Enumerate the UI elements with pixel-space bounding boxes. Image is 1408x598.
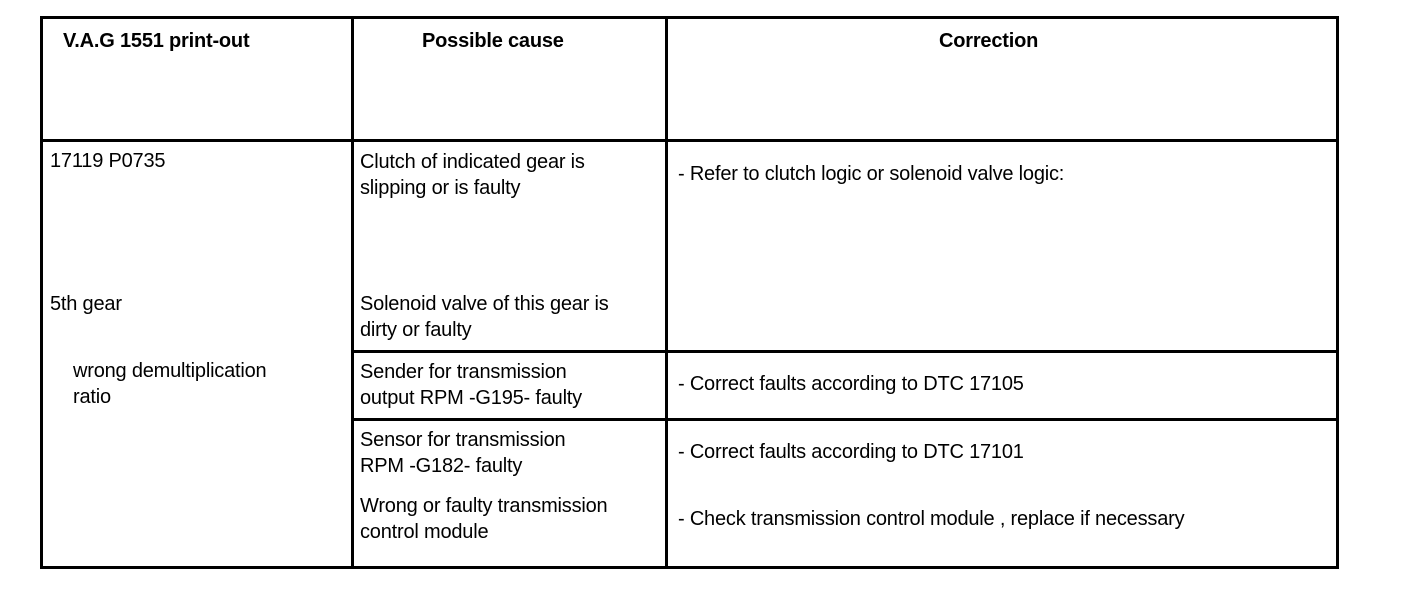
row-divider — [351, 418, 1336, 421]
fault-description: ratio — [73, 386, 111, 408]
correction-text: - Correct faults according to DTC 17101 — [678, 441, 1024, 463]
cause-text: Sender for transmission — [360, 361, 567, 383]
cause-text: Solenoid valve of this gear is — [360, 293, 609, 315]
cause-text: slipping or is faulty — [360, 177, 521, 199]
row-divider — [351, 350, 1336, 353]
fault-table — [40, 16, 1339, 569]
header-divider — [43, 139, 1336, 142]
fault-code: 17119 P0735 — [50, 150, 166, 172]
cause-text: Wrong or faulty transmission — [360, 495, 608, 517]
cause-text: Clutch of indicated gear is — [360, 151, 585, 173]
column-divider — [665, 19, 668, 566]
cause-text: output RPM -G195- faulty — [360, 387, 582, 409]
correction-text: - Refer to clutch logic or solenoid valve logic: — [678, 163, 1065, 185]
cause-text: Sensor for transmission — [360, 429, 566, 451]
header-correction: Correction — [939, 30, 1039, 52]
column-divider — [351, 19, 354, 566]
cause-text: control module — [360, 521, 489, 543]
cause-text: dirty or faulty — [360, 319, 472, 341]
correction-text: - Correct faults according to DTC 17105 — [678, 373, 1024, 395]
cause-text: RPM -G182- faulty — [360, 455, 523, 477]
fault-gear: 5th gear — [50, 293, 122, 315]
header-printout: V.A.G 1551 print-out — [63, 30, 250, 52]
fault-description: wrong demultiplication — [73, 360, 267, 382]
header-possible-cause: Possible cause — [422, 30, 564, 52]
correction-text: - Check transmission control module , replace if necessary — [678, 508, 1185, 530]
